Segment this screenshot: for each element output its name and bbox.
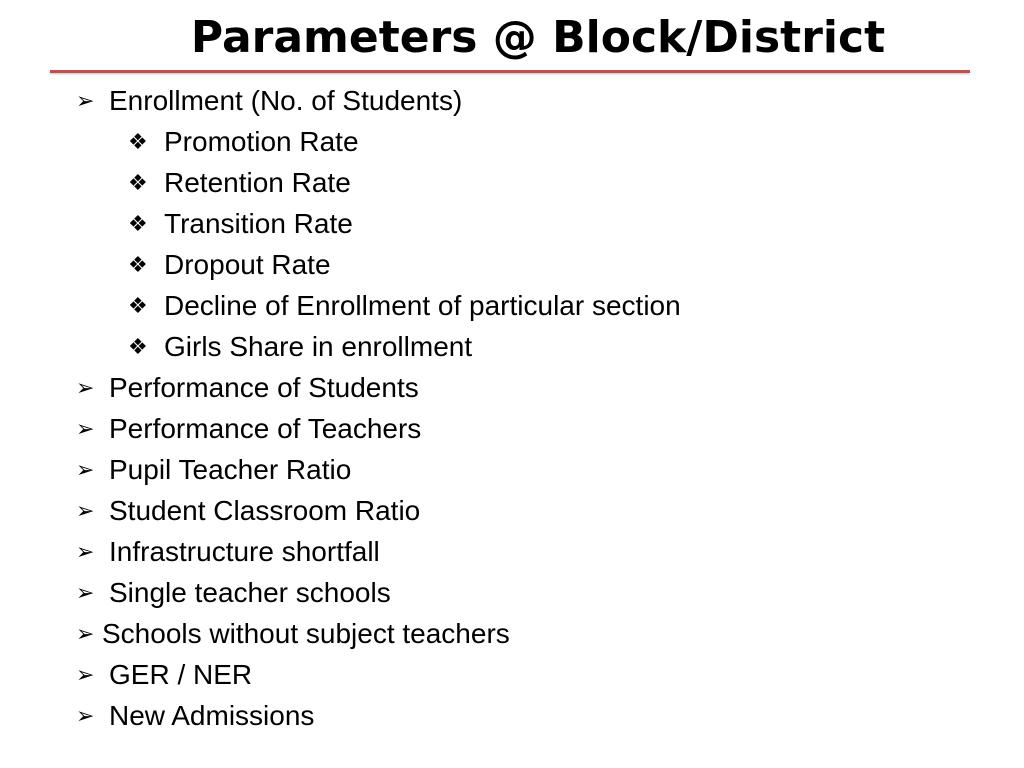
list-item xyxy=(76,244,681,285)
list-item-text: Dropout Rate xyxy=(164,248,331,280)
diamond-bullet-icon: ❖ xyxy=(128,333,148,359)
list-item-text: Transition Rate xyxy=(164,207,353,239)
list-item-text: Promotion Rate xyxy=(164,125,359,157)
diamond-bullet-icon: ❖ xyxy=(128,292,148,318)
list-item-text: Pupil Teacher Ratio xyxy=(109,453,352,485)
list-item-text: New Admissions xyxy=(109,699,315,731)
arrow-bullet-icon: ➢ xyxy=(76,702,95,728)
diamond-bullet-icon: ❖ xyxy=(128,169,148,195)
list-item xyxy=(76,695,681,736)
list-item xyxy=(76,654,681,695)
list-item xyxy=(76,326,681,367)
list-item xyxy=(76,490,681,531)
slide-title: Parameters @ Block/District xyxy=(190,12,886,63)
list-item-text: Single teacher schools xyxy=(109,576,391,608)
list-item xyxy=(76,80,681,121)
arrow-bullet-icon: ➢ xyxy=(76,87,95,113)
list-item-text: Student Classroom Ratio xyxy=(109,494,421,526)
arrow-bullet-icon: ➢ xyxy=(76,374,95,400)
list-item xyxy=(76,449,681,490)
list-item xyxy=(76,162,681,203)
list-item-text: Girls Share in enrollment xyxy=(164,330,473,362)
diamond-bullet-icon: ❖ xyxy=(128,251,148,277)
list-item-text: Infrastructure shortfall xyxy=(109,535,380,567)
list-item xyxy=(76,531,681,572)
arrow-bullet-icon: ➢ xyxy=(76,456,95,482)
diamond-bullet-icon: ❖ xyxy=(128,210,148,236)
list-item-text: Performance of Students xyxy=(109,371,419,403)
bullet-list xyxy=(76,80,681,736)
arrow-bullet-icon: ➢ xyxy=(76,620,95,646)
list-item-text: Schools without subject teachers xyxy=(102,617,510,649)
list-item-text: Enrollment (No. of Students) xyxy=(109,84,463,116)
list-item xyxy=(76,572,681,613)
list-item xyxy=(76,613,681,654)
list-item-text: Decline of Enrollment of particular section xyxy=(164,289,681,321)
arrow-bullet-icon: ➢ xyxy=(76,415,95,441)
list-item xyxy=(76,367,681,408)
list-item xyxy=(76,121,681,162)
diamond-bullet-icon: ❖ xyxy=(128,128,148,154)
list-item xyxy=(76,203,681,244)
arrow-bullet-icon: ➢ xyxy=(76,661,95,687)
arrow-bullet-icon: ➢ xyxy=(76,579,95,605)
title-underline xyxy=(50,70,970,73)
list-item-text: Retention Rate xyxy=(164,166,351,198)
list-item-text: GER / NER xyxy=(109,658,253,690)
list-item xyxy=(76,285,681,326)
arrow-bullet-icon: ➢ xyxy=(76,497,95,523)
list-item xyxy=(76,408,681,449)
arrow-bullet-icon: ➢ xyxy=(76,538,95,564)
list-item-text: Performance of Teachers xyxy=(109,412,422,444)
